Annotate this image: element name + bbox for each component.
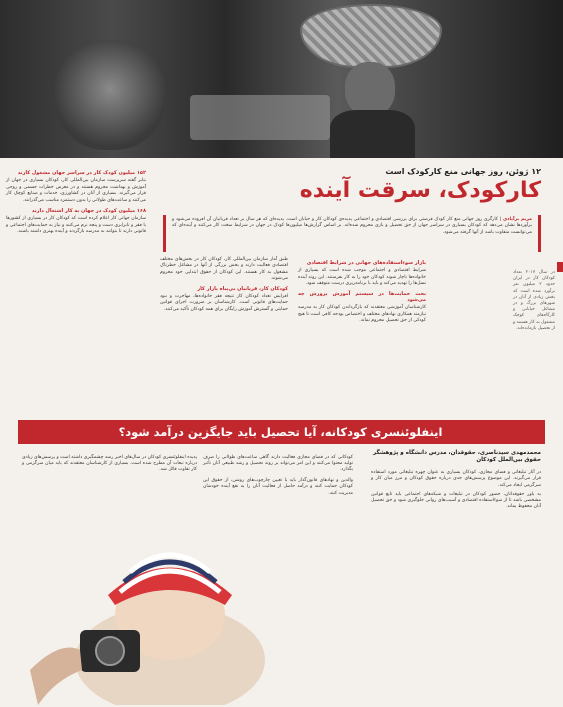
photo-child-body xyxy=(330,110,415,158)
photo-basket xyxy=(300,4,442,68)
illustration-hand xyxy=(30,648,82,706)
sidebar-marker xyxy=(557,262,563,272)
left-text-1: بنابر گفته سرپرست سازمان بین‌المللی کار، کودکان بسیاری در جهان از آموزش و بهداشت محروم هستند و در معرض خطرات جسمی و روحی قرار می‌گیرند. بسیاری از آنان در کشاورزی، خدمات و صنایع کوچک کار می‌کنند و ساعت‌های طولانی را بدون دستمزد مناسب می‌گذرانند. xyxy=(6,178,146,203)
page-title: کارکودک، سرقت آینده xyxy=(299,178,541,203)
left-heading-1: ۱۵۲ میلیون کودک کار در سراسر جهان مشغول کارند xyxy=(17,170,146,176)
lower-left-column xyxy=(22,450,197,478)
middle-column-b xyxy=(298,257,426,328)
lead-paragraph xyxy=(163,215,541,252)
photo-boy-figure xyxy=(55,40,165,150)
lower-middle-column xyxy=(203,450,353,502)
sidebar-note: در سال ۲۰۱۷ تعداد کودکان کار در ایران حدود ۲ میلیون نفر برآورد شده است که بخش زیادی از آنان در شهرهای بزرگ و در مشاغل خیابانی و کارگاه‌های کوچک مشغول به کار هستند و از تحصیل بازمانده‌اند. xyxy=(513,270,555,331)
left-column xyxy=(6,166,146,239)
lead-author: مریم برآبادی xyxy=(502,217,532,222)
child-hat-camera-illustration xyxy=(20,520,290,705)
header-photo xyxy=(0,0,563,158)
left-heading-2: ۱۶۸ میلیون کودک در جهان به کار اشتغال دارند xyxy=(31,208,146,215)
lower-mid-text-2: والدین و نهادهای قانون‌گذار باید با تعیین چارچوب‌های روشن، از حقوق این کودکان حمایت کنند و درآمد حاصل از فعالیت آنان را به نفع آینده خودشان مدیریت کنند. xyxy=(203,478,353,496)
lower-mid-text-1: کودکانی که در فضای مجازی فعالیت دارند گاهی ساعت‌های طولانی را صرف تولید محتوا می‌کنند و این امر می‌تواند بر روند تحصیل و رشد طبیعی آنان تأثیر بگذارد. xyxy=(203,454,353,473)
camera-lens-icon xyxy=(96,637,124,665)
mid-b-text-2: کارشناسان آموزشی معتقدند که بازگرداندن کودکان کار به مدرسه نیازمند همکاری نهادهای مختلف و اختصاص بودجه کافی است تا هیچ کودکی از حق تحصیل محروم نماند. xyxy=(298,305,426,324)
interview-text-1: در آثار تبلیغاتی و فضای مجازی، کودکان بسیاری به عنوان چهره تبلیغاتی مورد استفاده قرار می‌گیرند. این موضوع پرسش‌های جدی درباره حقوق کودکان و مرز میان کار و سرگرمی ایجاد می‌کند. xyxy=(371,470,541,488)
lead-text: | کارگری روز جهانی منع کار کودک فرصتی برای بررسی اقتصادی و اجتماعی پدیده‌ی کودکان کار و خیابان است. پدیده‌ای که هر سال بر تعداد قربانیان آن افزوده می‌شود و برآورد‌ها نشان می‌دهد که کودکان بسیاری در سراسر جهان از حق تحصیل و بازی محروم شده‌اند. بر اساس گزارش‌ها میلیون‌ها کودک در جهان در شرایط سخت کار می‌کنند و آینده‌ای که می‌توانست متفاوت باشد از آنها گرفته می‌شود. xyxy=(172,217,532,235)
interview-column xyxy=(371,470,541,514)
middle-column-a xyxy=(160,257,288,316)
mid-a-text-2: افزایش تعداد کودکان کار نتیجه فقر خانواده‌ها، مهاجرت و نبود حمایت‌های قانونی است. کارشناسان بر ضرورت اجرای قوانین حمایتی و گسترش آموزش رایگان برای همه کودکان تأکید می‌کنند. xyxy=(160,294,288,312)
photo-market-stall xyxy=(190,95,330,140)
mid-a-text-1: طبق آمار سازمان بین‌المللی کار، کودکان کار در بخش‌های مختلف اقتصادی فعالیت دارند و بخش بزرگی از آنها در مشاغل خطرناک مشغول به کار هستند. این کودکان از حقوق ابتدایی خود محروم می‌شوند. xyxy=(160,257,288,282)
left-text-2: سازمان جهانی کار اعلام کرده است که کودکان کار در بسیاری از کشورها با فقر و نابرابری دست و پنجه نرم می‌کنند و نیاز به حمایت‌های اجتماعی و قانونی دارند تا بتوانند به مدرسه بازگردند و آینده بهتری داشته باشند. xyxy=(6,216,146,235)
lower-left-text-1: پدیده اینفلوئنسری کودکان در سال‌های اخیر رشد چشمگیری داشته است و پرسش‌های زیادی درباره تبعات آن مطرح شده است. بسیاری از کارشناسان معتقدند که باید میان سرگرمی و کار تفاوت قائل شد. xyxy=(22,454,197,473)
interview-text-2: به باور حقوقدانان، حضور کودکان در تبلیغات و شبکه‌های اجتماعی باید تابع قوانین مشخصی باشد تا از سوءاستفاده اقتصادی و آسیب‌های روانی جلوگیری شود و حق تحصیل آنان محفوظ بماند. xyxy=(371,491,541,510)
photo-child-head xyxy=(345,62,395,116)
mid-a-heading-1: کودکان کار، قربانیان بی‌پناه بازار کار xyxy=(197,285,288,292)
mid-b-text-1: شرایط اقتصادی و اجتماعی موجب شده است که بسیاری از خانواده‌ها ناچار شوند کودکان خود را به کار بفرستند. این روند آینده نسل‌ها را تهدید می‌کند و باید با برنامه‌ریزی درست متوقف شود. xyxy=(298,268,426,287)
section-title: اینفلوئنسری کودکانه، آیا تحصیل باید جایگزین درآمد شود؟ xyxy=(118,425,443,439)
interview-title: محمدمهدی سیدناصری، حقوقدان، مدرس دانشگاه و پژوهشگر حقوق بین‌الملل کودکان xyxy=(372,450,541,464)
kicker: ۱۲ ژوئن، روز جهانی منع کارکودک است xyxy=(385,167,541,176)
mid-b-heading-1: بازار سوءاستفاده‌های جهانی در شرایط اقتصادی xyxy=(306,260,426,266)
mid-b-heading-2: بحث حمایت‌ها در سیستم آموزش پرورش چه می‌شود xyxy=(298,290,426,304)
